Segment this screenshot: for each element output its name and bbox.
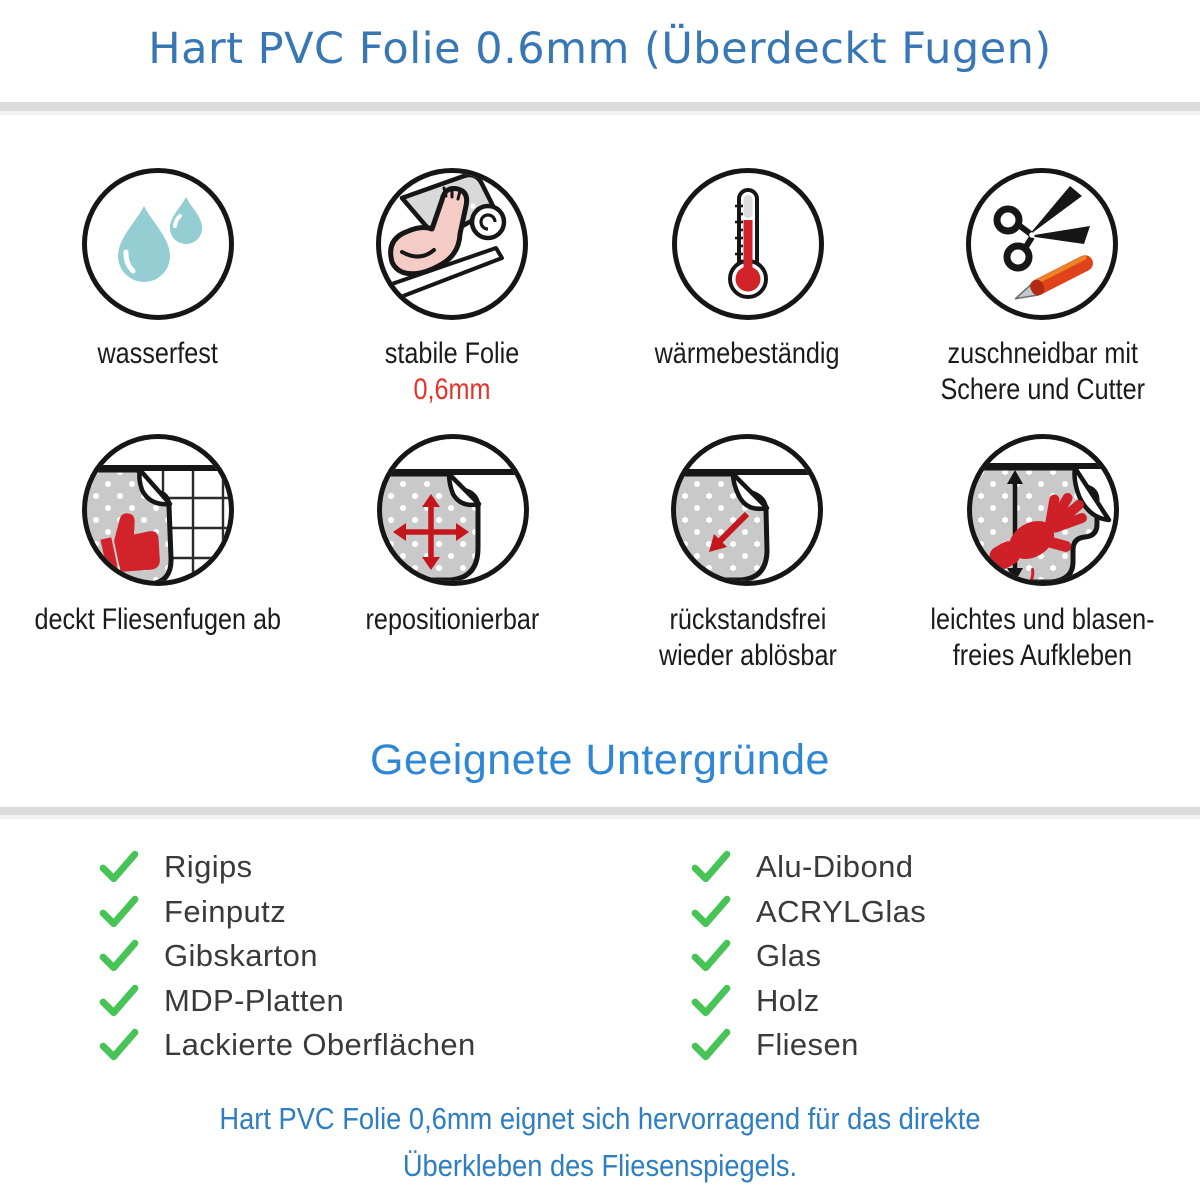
divider-bar-middle (0, 807, 1200, 819)
substrate-list-right (690, 845, 926, 1068)
page-title: Hart PVC Folie 0.6mm (Überdeckt Fugen) (148, 24, 1052, 74)
feature-blasenfrei (909, 430, 1176, 674)
thumbs-up-foil-tiles-icon (78, 430, 238, 590)
list-item: Alu-Dibond (690, 845, 926, 890)
feature-caption: repositionierbar (365, 603, 540, 636)
feature-stabile-folie (372, 164, 532, 408)
muscle-foil-roll-icon (372, 164, 532, 324)
feature-wasserfest (78, 164, 238, 408)
list-item: Gibskarton (98, 934, 476, 979)
peel-arrow-foil-icon (667, 430, 827, 590)
feature-caption: zuschneidbar mit Schere und Cutter (940, 337, 1145, 406)
check-icon (690, 850, 732, 884)
feature-caption: stabile Folie 0,6mm (385, 337, 520, 406)
feature-caption: wärmebeständig (655, 337, 840, 370)
feature-zuschneidbar (921, 164, 1164, 408)
list-item: Holz (690, 979, 926, 1024)
list-item: Rigips (98, 845, 476, 890)
feature-rueckstandsfrei (642, 430, 854, 674)
list-item: MDP-Platten (98, 979, 476, 1024)
section-title-untergruende: Geeignete Untergründe (370, 736, 830, 784)
check-icon (98, 895, 140, 929)
feature-repositionierbar (349, 430, 556, 674)
feature-row-1 (10, 164, 1190, 408)
feature-caption: wasserfest (97, 337, 218, 370)
footer-note: Hart PVC Folie 0,6mm eignet sich hervorragend für das direkte Überkleben des Fliesenspiegels. (219, 1101, 981, 1183)
feature-waermebestaendig (637, 164, 857, 408)
thickness-label: 0,6mm (413, 373, 491, 406)
check-icon (98, 984, 140, 1018)
check-icon (98, 1028, 140, 1062)
thermometer-icon (668, 164, 828, 324)
check-icon (98, 850, 140, 884)
substrate-list-left (98, 845, 476, 1068)
water-drops-icon (78, 164, 238, 324)
list-item: ACRYLGlas (690, 890, 926, 935)
feature-deckt-fliesenfugen (11, 430, 305, 674)
list-item: Glas (690, 934, 926, 979)
list-item: Feinputz (98, 890, 476, 935)
check-icon (690, 895, 732, 929)
move-arrows-foil-icon (373, 430, 533, 590)
feature-caption: leichtes und blasen- freies Aufkleben (930, 603, 1155, 672)
list-item: Fliesen (690, 1023, 926, 1068)
list-item: Lackierte Oberflächen (98, 1023, 476, 1068)
check-icon (690, 1028, 732, 1062)
feature-caption: deckt Fliesenfugen ab (34, 603, 281, 636)
scissors-cutter-icon (962, 164, 1122, 324)
divider-bar-top (0, 102, 1200, 115)
feature-caption: rückstandsfrei wieder ablösbar (658, 603, 837, 672)
check-icon (690, 939, 732, 973)
feature-row-2 (10, 430, 1190, 674)
check-icon (690, 984, 732, 1018)
check-icon (98, 939, 140, 973)
hand-smoothing-foil-icon (963, 430, 1123, 590)
